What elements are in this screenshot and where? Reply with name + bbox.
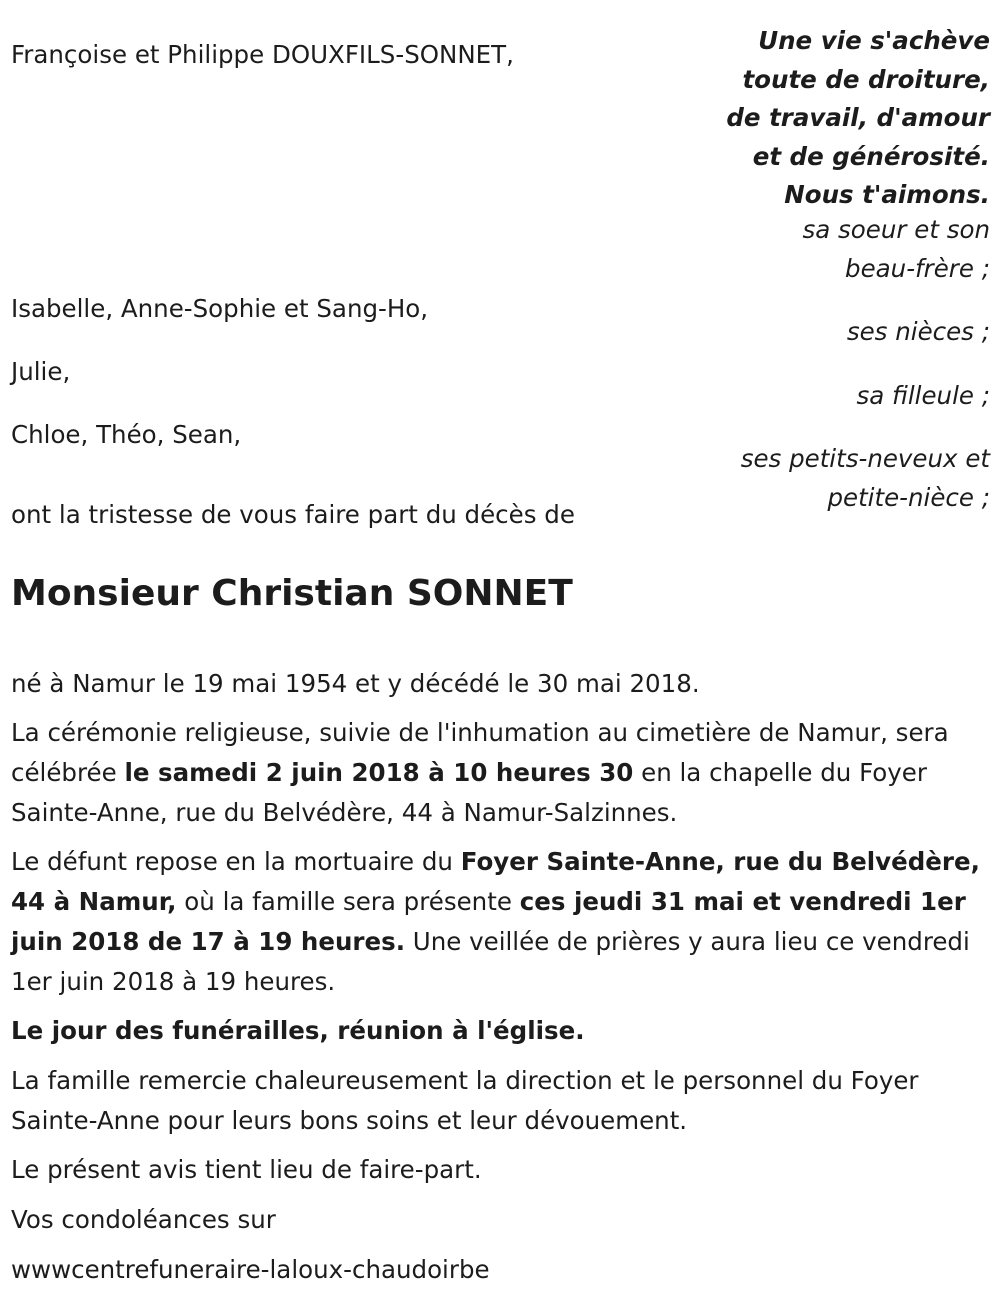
epigraph-line: et de générosité.	[752, 141, 990, 171]
ceremony-date: le samedi 2 juin 2018 à 10 heures 30	[124, 758, 634, 787]
ceremony-paragraph	[11, 713, 986, 833]
funeral-note-text: Le jour des funérailles, réunion à l'église.	[11, 1016, 585, 1045]
visitation-dates: ces jeudi 31 mai et vendredi 1er juin 2018 de 17 à 19 heures.	[11, 887, 966, 956]
family-nieces-names: Isabelle, Anne-Sophie et Sang-Ho,	[11, 294, 429, 323]
condolences-label: Vos condoléances sur	[11, 1205, 276, 1234]
ceremony-text: en la chapelle du Foyer Sainte-Anne, rue du Belvédère, 44 à Namur-Salzinnes.	[11, 758, 927, 827]
visitation-text: où la famille sera présente	[176, 887, 520, 916]
family-sister-relation	[802, 211, 990, 288]
birth-death-text: né à Namur le 19 mai 1954 et y décédé le 30 mai 2018.	[11, 669, 700, 698]
epigraph-line: Nous t'aimons.	[784, 180, 990, 209]
family-grandnephews-names: Chloe, Théo, Sean,	[11, 420, 242, 449]
family-sister-names: Françoise et Philippe DOUXFILS-SONNET,	[11, 40, 514, 69]
notice-text: Le présent avis tient lieu de faire-part.	[11, 1155, 482, 1184]
condolences-url[interactable]: wwwcentrefuneraire-laloux-chaudoirbe	[11, 1255, 490, 1284]
deceased-name: Monsieur Christian SONNET	[11, 573, 573, 614]
visitation-text: Le défunt repose en la mortuaire du	[11, 847, 461, 876]
epigraph-line: toute de droiture,	[742, 64, 990, 94]
epigraph-line: Une vie s'achève	[758, 26, 990, 55]
relation-line: petite-nièce ;	[827, 482, 990, 512]
funeral-note	[11, 1011, 986, 1051]
epigraph-line: de travail, d'amour	[726, 103, 990, 132]
family-nieces-relation: ses nièces ;	[846, 317, 990, 346]
family-grandnephews-relation	[741, 440, 990, 517]
announcement-text: ont la tristesse de vous faire part du décès de	[11, 500, 575, 529]
visitation-place: Foyer Sainte-Anne, rue du Belvédère, 44 à Namur,	[11, 847, 980, 916]
thanks-paragraph: La famille remercie chaleureusement la direction et le personnel du Foyer Sainte-Anne pour leurs bons soins et leur dévouement.	[11, 1066, 919, 1135]
ceremony-text: La cérémonie religieuse, suivie de l'inhumation au cimetière de Namur, sera célébrée	[11, 718, 949, 787]
family-goddaughter-name: Julie,	[11, 357, 71, 386]
relation-line: sa soeur et son	[802, 215, 990, 244]
visitation-paragraph	[11, 842, 986, 1002]
epigraph	[726, 22, 990, 215]
relation-line: beau-frère ;	[845, 253, 990, 283]
visitation-text: Une veillée de prières y aura lieu ce vendredi 1er juin 2018 à 19 heures.	[11, 927, 970, 996]
family-goddaughter-relation: sa filleule ;	[856, 381, 990, 410]
relation-line: ses petits-neveux et	[740, 444, 990, 473]
